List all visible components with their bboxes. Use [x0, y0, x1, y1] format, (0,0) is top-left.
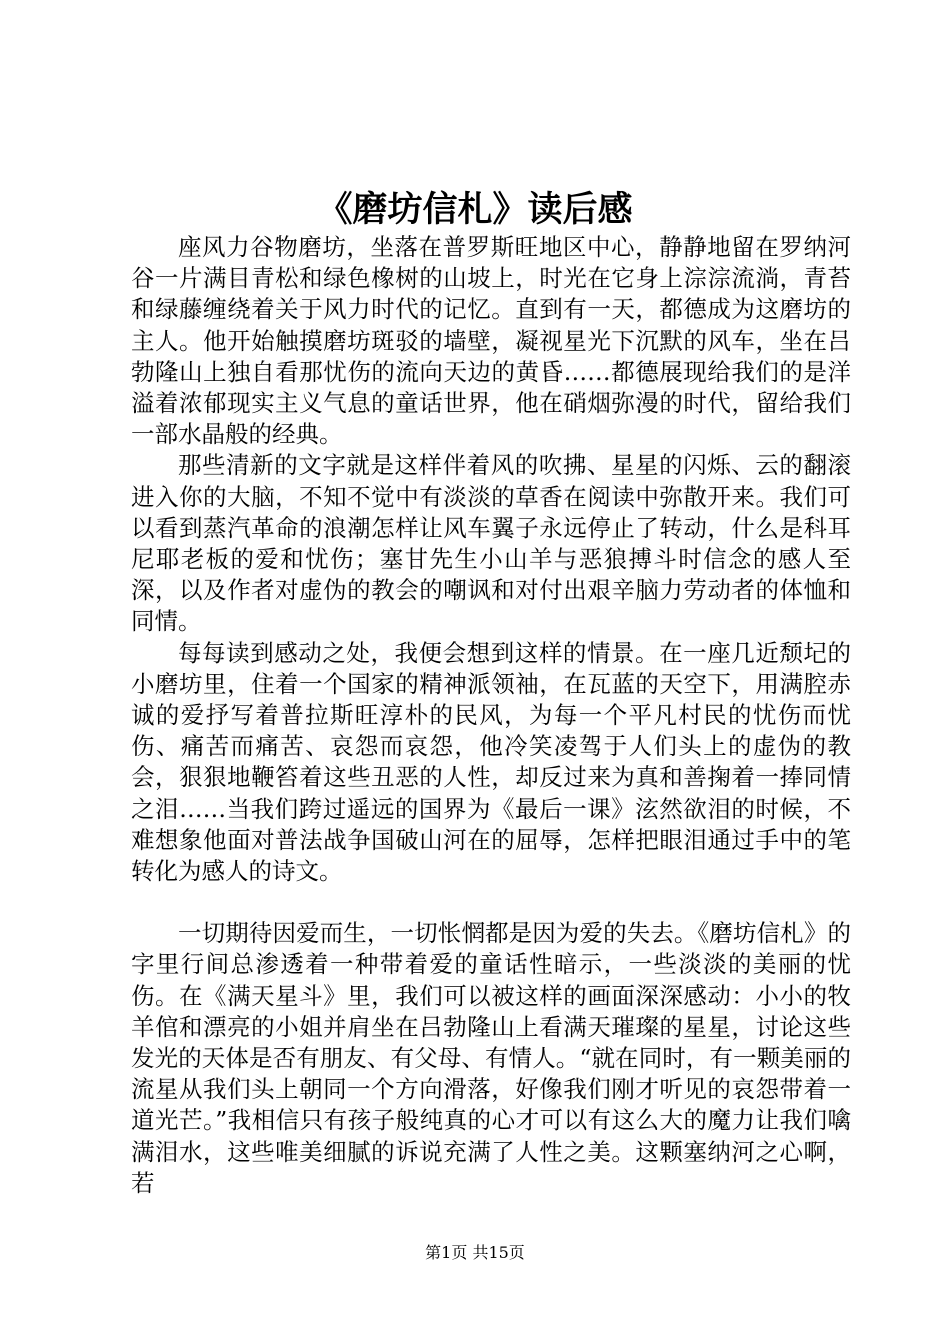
page-number-footer: 第1页 共15页	[425, 1243, 525, 1262]
page-title: 《磨坊信札》读后感	[317, 190, 633, 230]
paragraph-2: 那些清新的文字就是这样伴着风的吹拂、星星的闪烁、云的翻滚进入你的大脑，不知不觉中有淡淡的草香在阅读中弥散开来。我们可以看到蒸汽革命的浪潮怎样让风车翼子永远停止了转动，什么是科耳尼耶老板的爱和忧伤；塞甘先生小山羊与恶狼搏斗时信念的感人至深，以及作者对虚伪的教会的嘲讽和对付出艰辛脑力劳动者的体恤和同情。	[131, 451, 851, 636]
article-body	[131, 232, 851, 1199]
paragraph-4: 一切期待因爱而生，一切怅惘都是因为爱的失去。《磨坊信札》的字里行间总渗透着一种带着爱的童话性暗示，一些淡淡的美丽的忧伤。在《满天星斗》里，我们可以被这样的画面深深感动：小小的牧羊倌和漂亮的小姐并肩坐在吕勃隆山上看满天璀璨的星星，讨论这些发光的天体是否有朋友、有父母、有情人。“就在同时，有一颗美丽的流星从我们头上朝同一个方向滑落，好像我们刚才听见的哀怨带着一道光芒。”我相信只有孩子般纯真的心才可以有这么大的魔力让我们噙满泪水，这些唯美细腻的诉说充满了人性之美。这颗塞纳河之心啊，若	[131, 919, 851, 1197]
paragraph-3: 每每读到感动之处，我便会想到这样的情景。在一座几近颓圮的小磨坊里，住着一个国家的精神派领袖，在瓦蓝的天空下，用满腔赤诚的爱抒写着普拉斯旺淳朴的民风，为每一个平凡村民的忧伤而忧伤、痛苦而痛苦、哀怨而哀怨，他冷笑凌驾于人们头上的虚伪的教会，狠狠地鞭笞着这些丑恶的人性，却反过来为真和善掬着一捧同情之泪……当我们跨过遥远的国界为《最后一课》泫然欲泪的时候，不难想象他面对普法战争国破山河在的屈辱，怎样把眼泪通过手中的笔转化为感人的诗文。	[131, 638, 851, 886]
paragraph-1: 座风力谷物磨坊，坐落在普罗斯旺地区中心，静静地留在罗纳河谷一片满目青松和绿色橡树的山坡上，时光在它身上淙淙流淌，青苔和绿藤缠绕着关于风力时代的记忆。直到有一天，都德成为这磨坊的主人。他开始触摸磨坊斑驳的墙壁，凝视星光下沉默的风车，坐在吕勃隆山上独自看那忧伤的流向天边的黄昏……都德展现给我们的是洋溢着浓郁现实主义气息的童话世界，他在硝烟弥漫的时代，留给我们一部水晶般的经典。	[131, 233, 851, 449]
